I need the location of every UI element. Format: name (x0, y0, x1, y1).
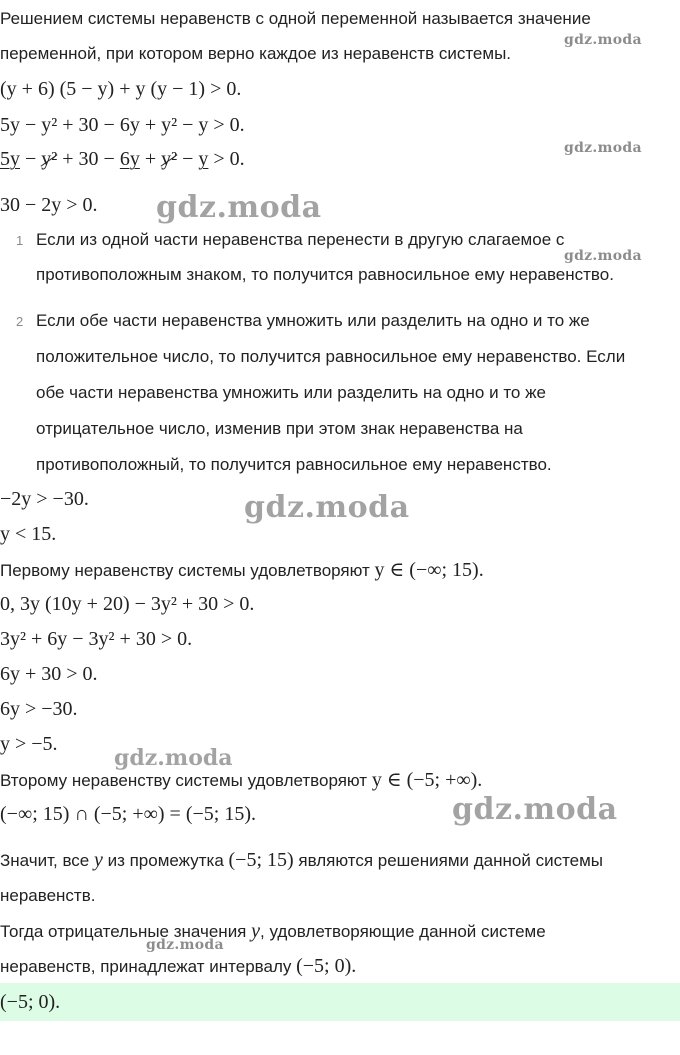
intro-line-2: переменной, при котором верно каждое из неравенств системы. (0, 44, 512, 63)
watermark-7: gdz.moda (452, 792, 618, 827)
op: − (177, 148, 199, 170)
rule-1-line-1: Если из одной части неравенства перенести в другую слагаемое с (36, 230, 565, 249)
equation-11: y > −5. (0, 733, 58, 755)
equation-10: 6y > −30. (0, 698, 78, 720)
rule-2-number: 2 (16, 314, 24, 329)
interval: (−5; 15) (228, 849, 294, 871)
op: + (139, 148, 162, 170)
watermark-1: gdz.moda (564, 32, 642, 48)
op: − (20, 148, 42, 170)
watermark-4: gdz.moda (564, 248, 642, 264)
equation-7: 0, 3y (10y + 20) − 3y² + 30 > 0. (0, 593, 255, 615)
intro-line-1: Решением системы неравенств с одной переменной называется значение (0, 9, 591, 28)
text: Значит, все (0, 851, 94, 870)
rule-2-line-5: противоположный, то получится равносильное ему неравенство. (36, 455, 552, 474)
term-y: y (198, 148, 209, 170)
equation-4: 30 − 2y > 0. (0, 194, 98, 216)
watermark-8: gdz.moda (146, 937, 224, 953)
final-line-2 (0, 956, 356, 977)
rule-2-line-3: обе части неравенства умножить или разделить на одно и то же (36, 383, 546, 402)
text: , удовлетворяющие данной системе (260, 922, 546, 941)
op: > 0. (208, 148, 245, 170)
rule-2-line-1: Если обе части неравенства умножить или разделить на одно и то же (36, 311, 590, 330)
second-interval: y ∈ (−5; +∞). (371, 769, 483, 791)
variable-y: y (251, 920, 261, 942)
equation-12: (−∞; 15) ∩ (−5; +∞) = (−5; 15). (0, 803, 256, 825)
equation-5: −2y > −30. (0, 488, 89, 510)
equation-1: (y + 6) (5 − y) + y (y − 1) > 0. (0, 78, 242, 100)
equation-8: 3y² + 6y − 3y² + 30 > 0. (0, 628, 193, 650)
conclusion-line-1 (0, 850, 603, 871)
second-inequality-text (0, 770, 482, 791)
watermark-5: gdz.moda (244, 490, 410, 525)
cancel-y2-second: y² (161, 148, 178, 170)
answer-value: (−5; 0). (0, 991, 61, 1013)
equation-3 (0, 147, 245, 171)
op: + 30 − (57, 148, 120, 170)
answer-box (0, 983, 680, 1021)
cancel-y2: y² (41, 148, 58, 170)
rule-2-line-4: отрицательное число, изменив при этом знак неравенства на (36, 419, 523, 438)
text: Второму неравенству системы удовлетворяют (0, 771, 372, 790)
text: из промежутка (102, 851, 229, 870)
term-6y: 6y (119, 148, 140, 170)
final-line-1 (0, 921, 546, 942)
watermark-3: gdz.moda (156, 190, 322, 225)
term-5y: 5y (0, 148, 20, 170)
text: Первому неравенству системы удовлетворяют (0, 561, 375, 580)
watermark-2: gdz.moda (564, 140, 642, 156)
first-interval: y ∈ (−∞; 15). (374, 559, 484, 581)
variable-y: y (93, 849, 103, 871)
text: неравенств, принадлежат интервалу (0, 957, 297, 976)
equation-9: 6y + 30 > 0. (0, 663, 98, 685)
text: являются решениями данной системы (293, 851, 604, 870)
watermark-6: gdz.moda (114, 745, 233, 771)
first-inequality-text (0, 560, 484, 581)
equation-6: y < 15. (0, 523, 57, 545)
conclusion-line-2: неравенств. (0, 886, 96, 905)
rule-1-line-2: противоположным знаком, то получится равносильное ему неравенство. (36, 265, 614, 284)
final-interval: (−5; 0). (296, 955, 357, 977)
rule-2-line-2: положительное число, то получится равносильное ему неравенство. Если (36, 347, 626, 366)
rule-1-number: 1 (16, 233, 24, 248)
text: Тогда отрицательные значения (0, 922, 252, 941)
equation-2: 5y − y² + 30 − 6y + y² − y > 0. (0, 114, 245, 136)
